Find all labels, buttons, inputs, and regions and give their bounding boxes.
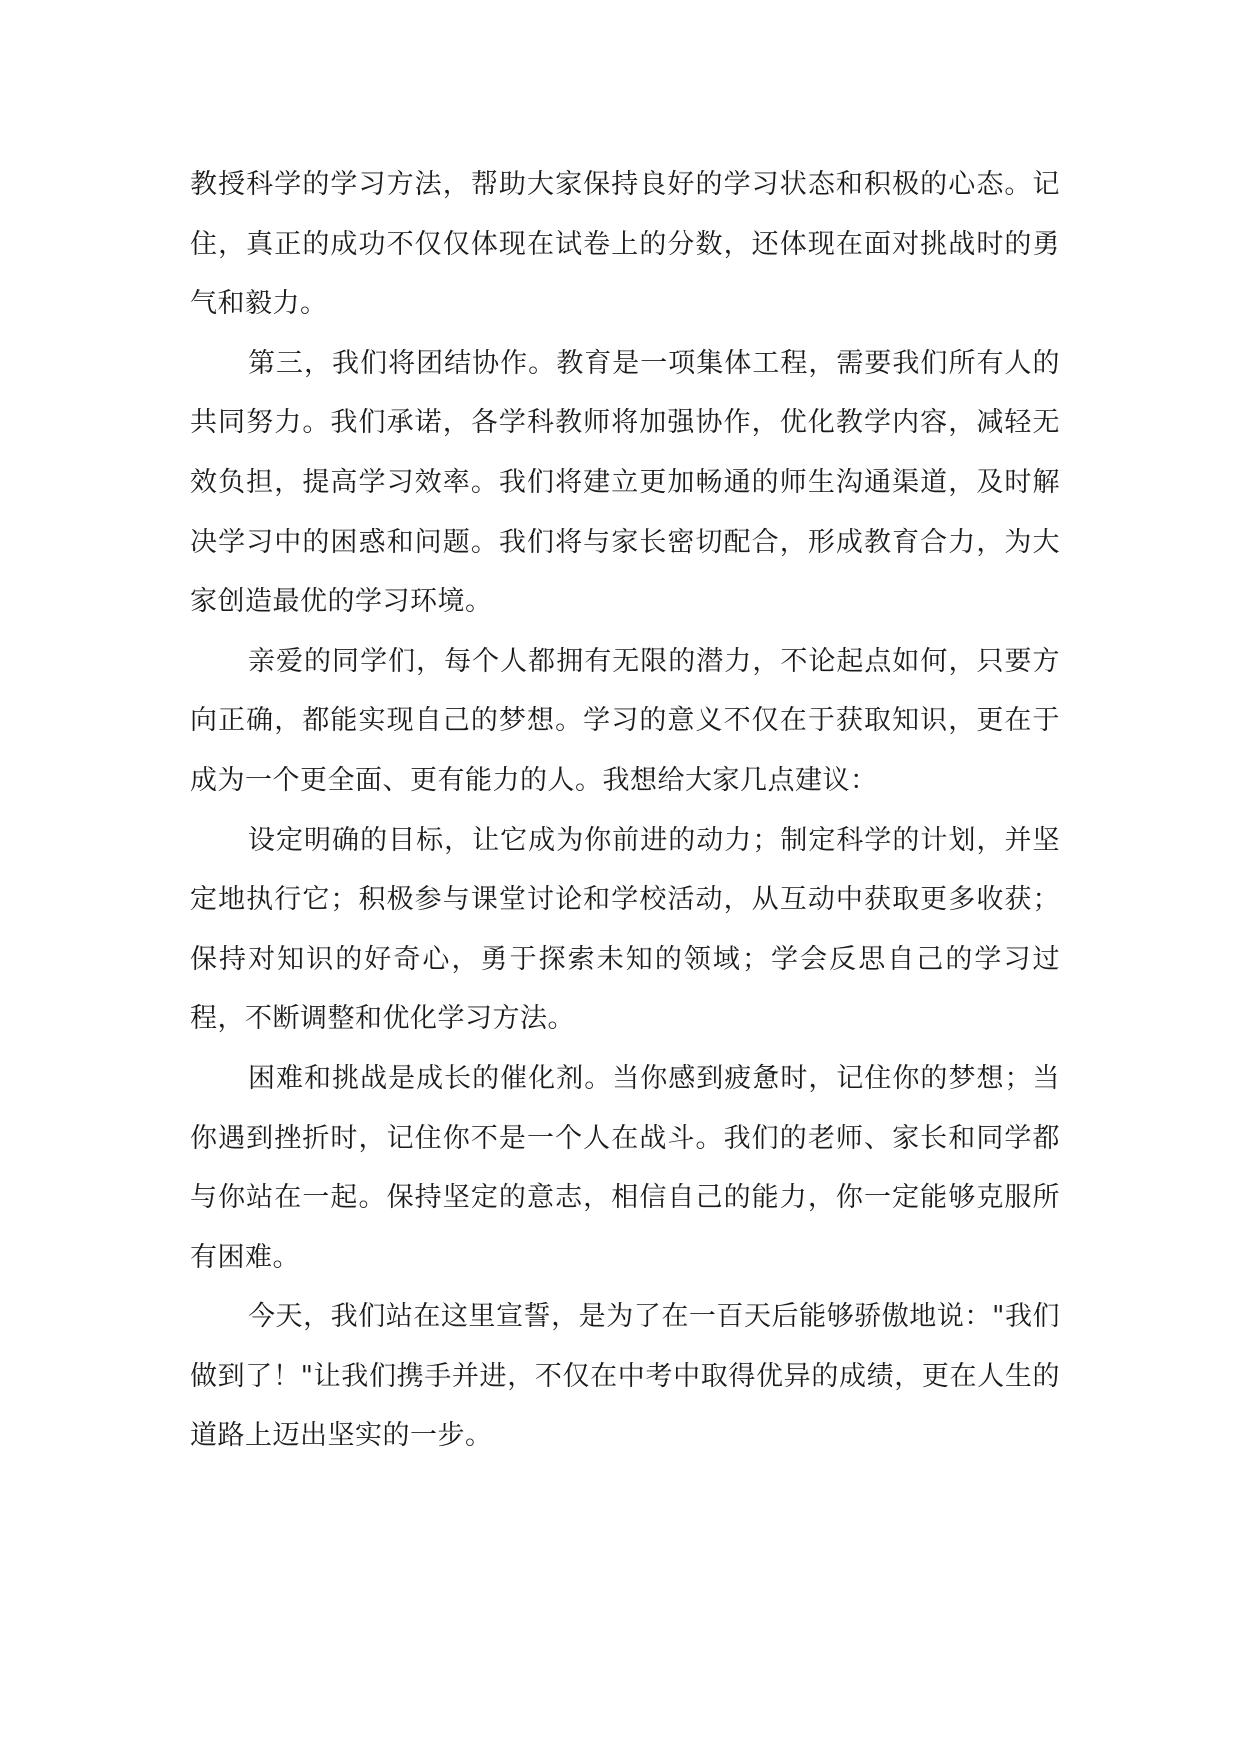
paragraph-2: 第三，我们将团结协作。教育是一项集体工程，需要我们所有人的共同努力。我们承诺，各学科教师将加强协作，优化教学内容，减轻无效负担，提高学习效率。我们将建立更加畅通的师生沟通渠道，及时解决学习中的困惑和问题。我们将与家长密切配合，形成教育合力，为大家创造最优的学习环境。 bbox=[190, 347, 1060, 618]
paragraph-6: 今天，我们站在这里宣誓，是为了在一百天后能够骄傲地说："我们做到了！"让我们携手并进，不仅在中考中取得优异的成绩，更在人生的道路上迈出坚实的一步。 bbox=[190, 1301, 1060, 1452]
paragraph-4: 设定明确的目标，让它成为你前进的动力；制定科学的计划，并坚定地执行它；积极参与课堂讨论和学校活动，从互动中获取更多收获；保持对知识的好奇心，勇于探索未知的领域；学会反思自己的学习过程，不断调整和优化学习方法。 bbox=[190, 824, 1060, 1035]
document-body bbox=[190, 155, 1060, 1466]
paragraph-5: 困难和挑战是成长的催化剂。当你感到疲惫时，记住你的梦想；当你遇到挫折时，记住你不是一个人在战斗。我们的老师、家长和同学都与你站在一起。保持坚定的意志，相信自己的能力，你一定能够克服所有困难。 bbox=[190, 1062, 1060, 1273]
paragraph-1: 教授科学的学习方法，帮助大家保持良好的学习状态和积极的心态。记住，真正的成功不仅仅体现在试卷上的分数，还体现在面对挑战时的勇气和毅力。 bbox=[190, 169, 1060, 320]
paragraph-3: 亲爱的同学们，每个人都拥有无限的潜力，不论起点如何，只要方向正确，都能实现自己的梦想。学习的意义不仅在于获取知识，更在于成为一个更全面、更有能力的人。我想给大家几点建议： bbox=[190, 645, 1060, 796]
